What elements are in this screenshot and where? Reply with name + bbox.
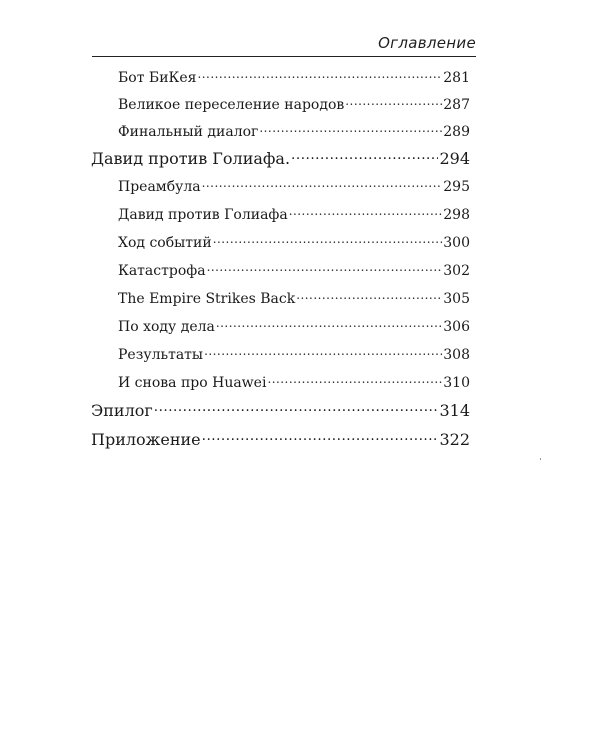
toc-chapter <box>91 148 470 168</box>
toc-entry <box>118 373 470 391</box>
toc-dot-leader <box>207 261 443 275</box>
toc-dot-leader <box>154 400 439 416</box>
toc-dot-leader <box>216 317 442 331</box>
toc-dot-leader <box>202 177 443 191</box>
toc-dot-leader <box>197 68 442 82</box>
print-speck <box>540 458 541 460</box>
toc-entry <box>118 345 470 363</box>
toc-entry-page: 289 <box>443 124 470 140</box>
toc-dot-leader <box>267 373 442 387</box>
toc-entry-title: The Empire Strikes Back <box>118 291 296 307</box>
toc-entry-title: Финальный диалог <box>118 124 259 140</box>
toc-entry-page: 308 <box>443 347 470 363</box>
toc-dot-leader <box>296 289 442 303</box>
toc-chapter-title: Эпилог <box>91 401 153 420</box>
toc-chapter-title: Приложение <box>91 430 201 449</box>
toc-entry <box>118 68 470 86</box>
toc-chapter <box>91 400 470 420</box>
toc-entry-title: По ходу дела <box>118 319 215 335</box>
toc-entry-page: 306 <box>443 319 470 335</box>
toc-dot-leader <box>289 205 443 219</box>
toc-dot-leader <box>345 95 442 109</box>
toc-chapter <box>91 429 470 449</box>
toc-entry <box>118 317 470 335</box>
running-header <box>92 34 476 57</box>
toc-entry-page: 300 <box>443 235 470 251</box>
header-title: Оглавление <box>378 34 476 52</box>
toc-entry-page: 298 <box>443 207 470 223</box>
toc-entry-title: Ход событий <box>118 235 212 251</box>
toc-dot-leader <box>204 345 442 359</box>
toc-dot-leader <box>291 148 438 164</box>
toc-entry-title: Катастрофа <box>118 263 206 279</box>
toc-entry <box>118 122 470 140</box>
toc-entry-page: 310 <box>443 375 470 391</box>
toc-entry-title: И снова про Huawei <box>118 375 267 391</box>
toc-entry-title: Великое переселение народов <box>118 97 345 113</box>
toc-chapter-title: Давид против Голиафа. <box>91 149 291 168</box>
toc-entry-page: 295 <box>443 179 470 195</box>
toc-entry <box>118 233 470 251</box>
toc-dot-leader <box>202 429 439 445</box>
toc-chapter-page: 322 <box>439 430 470 449</box>
toc-chapter-page: 294 <box>439 149 470 168</box>
toc-entry-title: Преамбула <box>118 179 201 195</box>
toc-entry-page: 302 <box>443 263 470 279</box>
toc-dot-leader <box>259 122 442 136</box>
toc-chapter-page: 314 <box>439 401 470 420</box>
toc-entry-page: 281 <box>443 70 470 86</box>
toc-entry-title: Бот БиКея <box>118 70 197 86</box>
toc-entry <box>118 205 470 223</box>
toc-entry-page: 305 <box>443 291 470 307</box>
toc-entry <box>118 177 470 195</box>
toc-entry <box>118 95 470 113</box>
toc-entry-title: Давид против Голиафа <box>118 207 288 223</box>
toc-entry-title: Результаты <box>118 347 204 363</box>
toc-dot-leader <box>213 233 443 247</box>
toc-entry <box>118 261 470 279</box>
toc-entry-page: 287 <box>443 97 470 113</box>
toc-entry <box>118 289 470 307</box>
